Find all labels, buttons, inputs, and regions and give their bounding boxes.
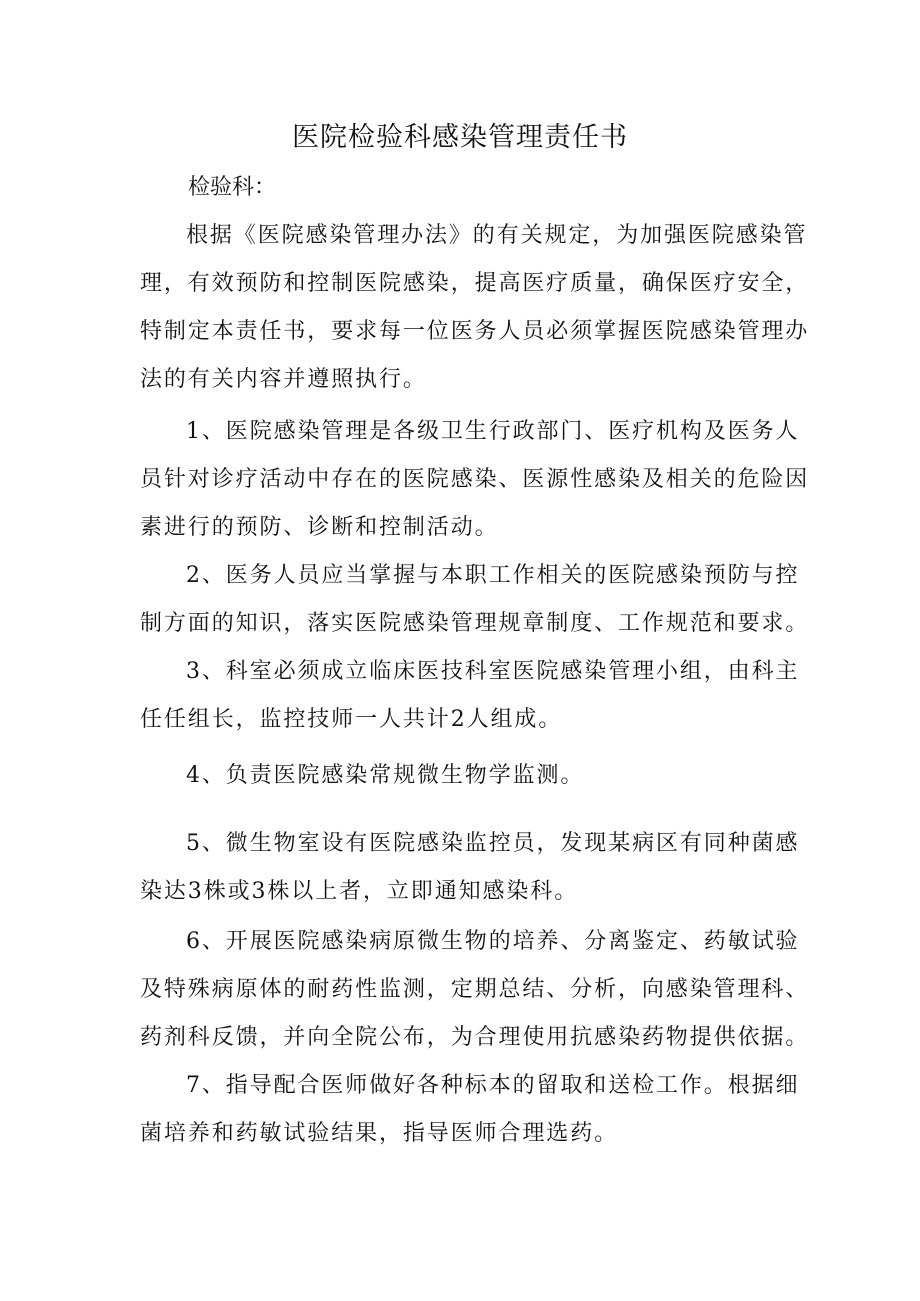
paragraph-item-4 [140,752,788,800]
paragraph-line: 5、微生物室设有医院感染监控员，发现某病区有同种菌感 [186,831,800,856]
paragraph-intro [140,212,810,404]
paragraph-line: 染达3株或3株以上者，立即通知感染科。 [140,879,579,904]
paragraph-line: 及特殊病原体的耐药性监测，定期总结、分析，向感染管理科、 [140,977,810,1002]
paragraph-item-7 [140,1062,800,1158]
paragraph-line: 特制定本责任书，要求每一位医务人员必须掌握医院感染管理办 [140,319,810,344]
paragraph-line: 4、负责医院感染常规微生物学监测。 [186,763,585,788]
paragraph-line: 素进行的预防、诊断和控制活动。 [140,515,499,540]
paragraph-line: 菌培养和药敏试验结果，指导医师合理选药。 [140,1121,619,1146]
paragraph-line: 制方面的知识，落实医院感染管理规章制度、工作规范和要求。 [140,611,810,636]
paragraph-line: 法的有关内容并遵照执行。 [140,367,427,392]
paragraph-line: 6、开展医院感染病原微生物的培养、分离鉴定、药敏试验 [186,929,800,954]
document-title: 医院检验科感染管理责任书 [292,122,628,153]
addressee-line: 检验科： [188,175,277,200]
paragraph-item-6 [140,918,810,1062]
paragraph-line: 理，有效预防和控制医院感染，提高医疗质量，确保医疗安全， [140,271,810,296]
paragraph-item-1 [140,408,810,552]
paragraph-item-3 [140,648,800,744]
paragraph-line: 1、医院感染管理是各级卫生行政部门、医疗机构及医务人 [186,419,800,444]
paragraph-item-5 [140,820,800,916]
paragraph-line: 药剂科反馈，并向全院公布，为合理使用抗感染药物提供依据。 [140,1025,810,1050]
paragraph-line: 任任组长，监控技师一人共计2人组成。 [140,707,563,732]
paragraph-line: 2、医务人员应当掌握与本职工作相关的医院感染预防与控 [186,563,800,588]
paragraph-item-2 [140,552,810,648]
paragraph-line: 根据《医院感染管理办法》的有关规定，为加强医院感染管 [186,223,808,248]
paragraph-line: 员针对诊疗活动中存在的医院感染、医源性感染及相关的危险因 [140,467,810,492]
paragraph-line: 7、指导配合医师做好各种标本的留取和送检工作。根据细 [186,1073,800,1098]
paragraph-line: 3、科室必须成立临床医技科室医院感染管理小组，由科主 [186,659,800,684]
